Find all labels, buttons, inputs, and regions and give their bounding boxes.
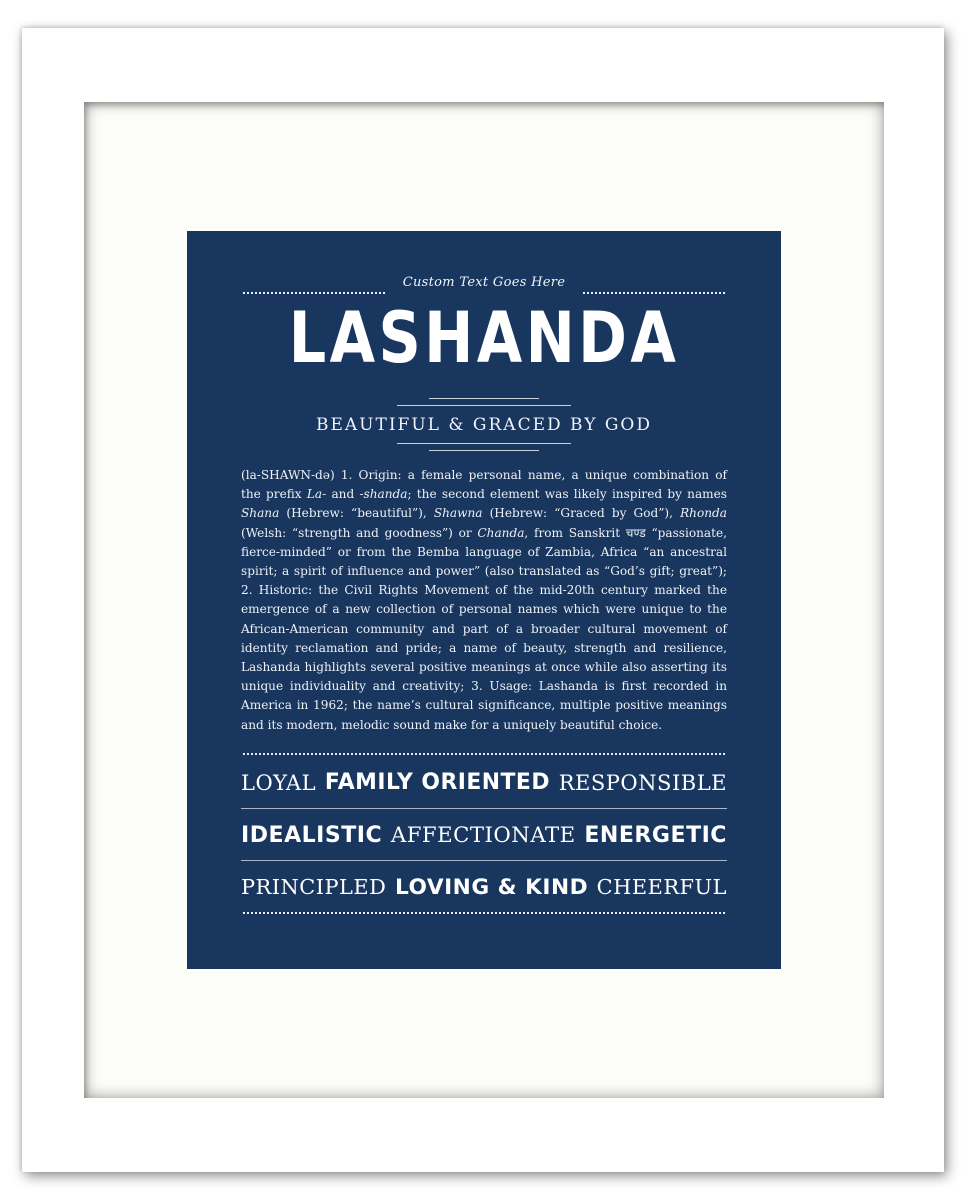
definition-italic: Chanda [477, 525, 525, 540]
definition-italic: -shanda [359, 487, 408, 502]
name-print-panel [187, 231, 781, 969]
trait-word: ENERGETIC [584, 822, 727, 848]
definition-text: (Welsh: “strength and goodness”) or [241, 525, 478, 540]
definition-italic: Rhonda [680, 506, 727, 521]
name-underline-2 [397, 405, 571, 406]
name-definition [241, 466, 727, 735]
definition-text: , from Sanskrit चण्ड “passionate, fierce-minded” or from the Bemba language of Zambia, Africa “an ancestral spirit; a spirit of influence and power” (also translated as “God’s gift; great”); 2. Historic: the Civil Rights Movement of the mid-20th century marked the emergence of a new collection of personal names which were unique to the African-American community and part of a broader cultural movement of identity reclamation and pride; a name of beauty, strength and resilience, Lashanda highlights several positive meanings at once while also asserting its unique individuality and creativity; 3. Usage: Lashanda is first recorded in America in 1962; the name’s cultural significance, multiple positive meanings and its modern, melodic sound make for a uniquely beautiful choice. [241, 525, 727, 732]
trait-word: LOVING & KIND [394, 874, 589, 900]
definition-italic: Shana [241, 506, 280, 521]
trait-word: IDEALISTIC [241, 822, 383, 848]
trait-row-2 [241, 815, 727, 855]
trait-word: PRINCIPLED [241, 875, 387, 899]
trait-row-1 [241, 762, 727, 802]
trait-word: AFFECTIONATE [390, 822, 576, 848]
trait-word: FAMILY ORIENTED [324, 769, 550, 795]
traits-top-dotted-rule [243, 753, 725, 755]
definition-text: (Hebrew: “Graced by God”), [482, 506, 681, 521]
trait-row-3 [241, 867, 727, 907]
definition-italic: Shawna [433, 506, 483, 521]
top-left-dotted-rule [243, 292, 385, 294]
name-title: LASHANDA [288, 297, 680, 379]
traits-bottom-dotted-rule [243, 912, 725, 914]
meaning-underline-2 [429, 450, 539, 451]
custom-text: Custom Text Goes Here [402, 275, 566, 290]
definition-text: 1. Origin: a female personal name, a unique combination of the prefix [241, 468, 727, 502]
name-meaning: BEAUTIFUL & GRACED BY GOD [316, 415, 652, 435]
trait-word: CHEERFUL [596, 875, 727, 899]
pronunciation: (la-SHAWN-də) [241, 468, 335, 482]
meaning-underline-1 [397, 443, 571, 444]
name-underline-1 [429, 398, 539, 399]
trait-row-divider-1 [241, 808, 727, 809]
definition-text: ; the second element was likely inspired by names [407, 487, 727, 502]
trait-row-divider-2 [241, 860, 727, 861]
definition-text: (Hebrew: “beautiful”), [279, 506, 434, 521]
definition-text: and [326, 487, 360, 502]
definition-italic: La- [306, 487, 327, 502]
top-right-dotted-rule [583, 292, 725, 294]
trait-word: LOYAL [241, 769, 317, 795]
trait-word: RESPONSIBLE [558, 769, 727, 795]
